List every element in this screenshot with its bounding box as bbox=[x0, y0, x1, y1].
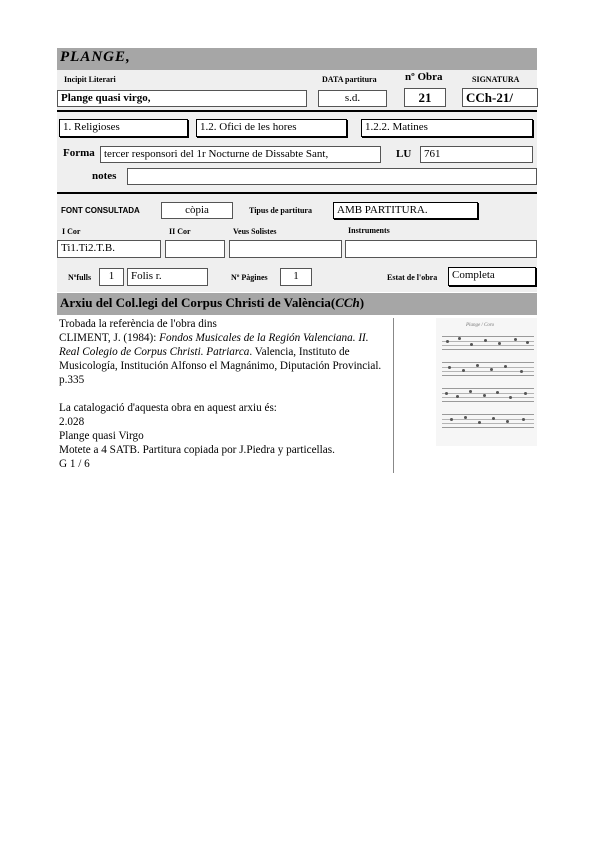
instruments-field[interactable] bbox=[345, 240, 537, 258]
signatura-label: SIGNATURA bbox=[472, 75, 520, 84]
veus-solistes-label: Veus Solistes bbox=[233, 227, 277, 236]
folis-field[interactable]: Folis r. bbox=[127, 268, 208, 286]
incipit-label: Incipit Literari bbox=[64, 75, 116, 84]
tipus-partitura-label: Tipus de partitura bbox=[249, 206, 312, 215]
instruments-label: Instruments bbox=[348, 226, 390, 235]
archive-title: Arxiu del Col.legi del Corpus Christi de València(CCh) bbox=[60, 295, 365, 310]
icor-label: I Cor bbox=[62, 227, 81, 236]
forma-field[interactable]: tercer responsori del 1r Nocturne de Dissabte Sant, bbox=[100, 146, 381, 163]
notes-field[interactable] bbox=[127, 168, 537, 185]
page-title: PLANGE, bbox=[60, 49, 131, 65]
signatura-field[interactable]: CCh-21/ bbox=[462, 88, 538, 107]
incipit-field[interactable]: Plange quasi virgo, bbox=[57, 90, 307, 107]
iicor-label: II Cor bbox=[169, 227, 191, 236]
pagines-field[interactable]: 1 bbox=[280, 268, 312, 286]
catalog-number: 2.028 bbox=[59, 416, 85, 428]
classification-level3[interactable]: 1.2.2. Matines bbox=[361, 119, 533, 137]
divider-mid bbox=[57, 192, 537, 194]
icor-field[interactable]: Ti1.Ti2.T.B. bbox=[57, 240, 161, 258]
data-partitura-field[interactable]: s.d. bbox=[318, 90, 387, 107]
font-consultada-field[interactable]: còpia bbox=[161, 202, 233, 219]
tipus-partitura-field[interactable]: AMB PARTITURA. bbox=[333, 202, 478, 219]
estat-label: Estat de l'obra bbox=[387, 273, 438, 282]
catalog-intro: La catalogació d'aquesta obra en aquest arxiu és: bbox=[59, 402, 277, 414]
notes-label: notes bbox=[92, 170, 117, 182]
reference-intro: Trobada la referència de l'obra dins bbox=[59, 318, 217, 330]
estat-field[interactable]: Completa bbox=[448, 267, 536, 286]
nfulls-label: Nºfulls bbox=[68, 273, 92, 282]
archive-body bbox=[59, 317, 391, 471]
classification-level1[interactable]: 1. Religioses bbox=[59, 119, 188, 137]
divider-top bbox=[57, 110, 537, 112]
catalog-title: Plange quasi Virgo bbox=[59, 430, 144, 442]
lu-field[interactable]: 761 bbox=[420, 146, 533, 163]
classification-level2[interactable]: 1.2. Ofici de les hores bbox=[196, 119, 347, 137]
reference-citation: CLIMENT, J. (1984): Fondos Musicales de la Región Valenciana. II. Real Colegio de Corpus Christi. Patriarca. Valencia, Instituto de Musicología, Institución Alfonso el Magnánimo, Diputación Provincial. p.335 bbox=[59, 332, 382, 386]
pagines-label: Nº Pàgines bbox=[231, 273, 268, 282]
veus-solistes-field[interactable] bbox=[229, 240, 342, 258]
lu-label: LU bbox=[396, 148, 412, 160]
column-divider bbox=[393, 318, 394, 473]
catalog-signature: G 1 / 6 bbox=[59, 458, 90, 470]
score-thumbnail bbox=[436, 318, 537, 446]
data-partitura-label: DATA partitura bbox=[322, 75, 377, 84]
forma-label: Forma bbox=[63, 147, 95, 159]
font-consultada-label: FONT CONSULTADA bbox=[61, 206, 140, 215]
thumbnail-caption: Plange / Coro bbox=[466, 323, 495, 328]
catalog-description: Motete a 4 SATB. Partitura copiada por J.Piedra y particellas. bbox=[59, 444, 335, 456]
nfulls-field[interactable]: 1 bbox=[99, 268, 124, 286]
obra-label: nº Obra bbox=[405, 71, 443, 83]
obra-number-field[interactable]: 21 bbox=[404, 88, 446, 107]
iicor-field[interactable] bbox=[165, 240, 225, 258]
